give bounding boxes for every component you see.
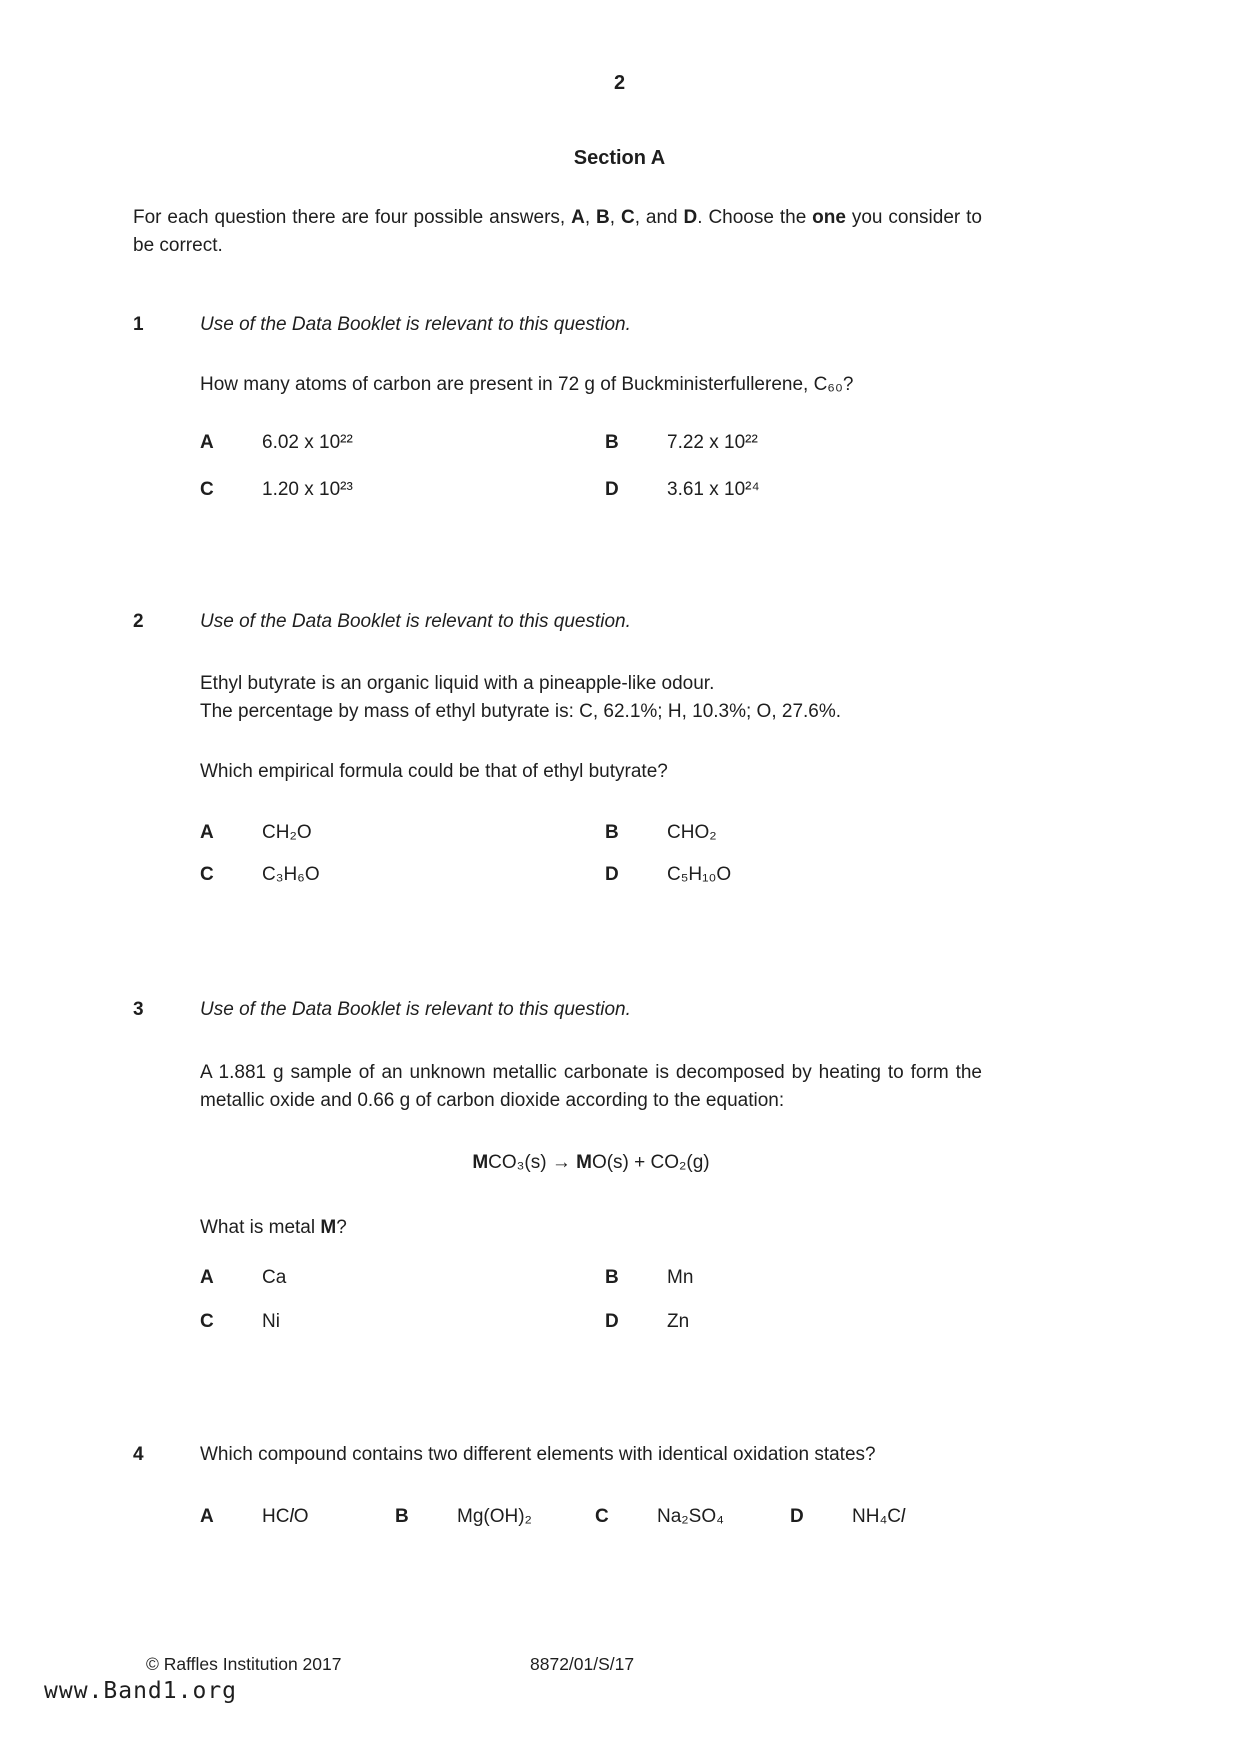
intro-segment-bold-d: D <box>683 207 698 228</box>
option-letter-b: B <box>395 1506 409 1527</box>
option-letter-c: C <box>200 1311 214 1332</box>
question-3 <box>133 997 982 1335</box>
option-letter-c: C <box>200 479 214 500</box>
intro-segment: , <box>609 207 621 228</box>
question-3-options-row-1 <box>200 1265 982 1291</box>
question-1-options-row-2 <box>200 477 982 503</box>
formula-part: O <box>293 1506 309 1527</box>
formula-chlorine-l: l <box>289 1506 294 1527</box>
option-value-a <box>262 1504 395 1530</box>
question-3-metal-symbol: M <box>320 1217 337 1238</box>
question-2 <box>133 609 982 888</box>
option-value-c: Ni <box>262 1311 280 1332</box>
question-3-equation <box>200 1150 982 1176</box>
option-value-d <box>852 1504 905 1530</box>
intro-segment-bold-b: B <box>596 207 610 228</box>
question-3-text-segment: What is metal <box>200 1217 321 1238</box>
section-title: Section A <box>573 147 666 169</box>
question-4-number: 4 <box>133 1444 144 1465</box>
question-1 <box>133 312 982 503</box>
equation-metal-symbol: M <box>576 1152 592 1173</box>
question-2-options-row-1 <box>200 820 982 846</box>
intro-segment-bold-a: A <box>571 207 585 228</box>
question-2-text: Which empirical formula could be that of ethyl butyrate? <box>200 761 668 782</box>
instructions-paragraph <box>133 204 982 260</box>
intro-segment: , <box>584 207 597 228</box>
option-letter-a: A <box>200 1267 214 1288</box>
option-value-a: Ca <box>262 1267 287 1288</box>
option-value-b: CHO₂ <box>667 822 717 843</box>
question-1-preamble: Use of the Data Booklet is relevant to this question. <box>200 314 631 335</box>
question-1-options-row-1 <box>200 430 982 456</box>
option-value-d: Zn <box>667 1311 690 1332</box>
question-2-number: 2 <box>133 611 144 632</box>
option-letter-a: A <box>200 432 214 453</box>
option-value-a: 6.02 x 10²² <box>262 432 353 453</box>
equation-part: CO₃(s) → <box>488 1152 577 1173</box>
equation-metal-symbol: M <box>472 1152 489 1173</box>
formula-part: NH₄C <box>852 1506 901 1527</box>
option-value-d: C₅H₁₀O <box>667 864 732 885</box>
question-4-options-row <box>200 1504 982 1530</box>
option-letter-c: C <box>595 1506 609 1527</box>
question-3-body: A 1.881 g sample of an unknown metallic carbonate is decomposed by heating to form the metallic oxide and 0.66 g of carbon dioxide according to the equation: <box>200 1062 982 1111</box>
question-3-number: 3 <box>133 999 144 1020</box>
equation-part: O(s) + CO₂(g) <box>591 1152 710 1173</box>
option-value-a: CH₂O <box>262 822 312 843</box>
option-letter-d: D <box>790 1506 804 1527</box>
option-value-d: 3.61 x 10²⁴ <box>667 479 760 500</box>
option-value-c: Na₂SO₄ <box>657 1506 724 1527</box>
intro-segment: you consider to be correct. <box>133 207 982 256</box>
copyright-text: © Raffles Institution 2017 <box>146 1654 342 1674</box>
paper-code: 8872/01/S/17 <box>530 1654 635 1674</box>
option-letter-d: D <box>605 479 619 500</box>
option-value-c: C₃H₆O <box>262 864 320 885</box>
option-value-b: Mg(OH)₂ <box>457 1506 532 1527</box>
question-3-text-segment: ? <box>336 1217 347 1238</box>
option-value-c: 1.20 x 10²³ <box>262 479 353 500</box>
intro-segment: , and <box>634 207 684 228</box>
option-letter-d: D <box>605 864 619 885</box>
option-letter-b: B <box>605 822 619 843</box>
question-3-options-row-2 <box>200 1309 982 1335</box>
question-4 <box>133 1442 982 1530</box>
option-value-b: 7.22 x 10²² <box>667 432 758 453</box>
formula-part: HC <box>262 1506 290 1527</box>
intro-segment-bold-one: one <box>812 207 846 228</box>
option-value-b: Mn <box>667 1267 694 1288</box>
page-number: 2 <box>613 72 626 94</box>
option-letter-d: D <box>605 1311 619 1332</box>
question-1-text: How many atoms of carbon are present in 72 g of Buckministerfullerene, C₆₀? <box>200 374 854 395</box>
intro-segment: For each question there are four possible answers, <box>133 207 572 228</box>
option-letter-b: B <box>605 432 619 453</box>
question-1-number: 1 <box>133 314 144 335</box>
question-4-text: Which compound contains two different elements with identical oxidation states? <box>200 1444 876 1465</box>
option-letter-a: A <box>200 822 214 843</box>
formula-chlorine-l: l <box>900 1506 906 1527</box>
question-2-line-2: The percentage by mass of ethyl butyrate is: C, 62.1%; H, 10.3%; O, 27.6%. <box>200 701 842 722</box>
question-2-preamble: Use of the Data Booklet is relevant to this question. <box>200 611 631 632</box>
watermark-url: www.Band1.org <box>44 1678 238 1704</box>
question-3-text <box>200 1215 982 1241</box>
option-letter-b: B <box>605 1267 619 1288</box>
option-letter-c: C <box>200 864 214 885</box>
question-2-options-row-2 <box>200 862 982 888</box>
question-2-line-1: Ethyl butyrate is an organic liquid with a pineapple-like odour. <box>200 673 715 694</box>
intro-segment: . Choose the <box>697 207 813 228</box>
intro-segment-bold-c: C <box>620 207 635 228</box>
question-3-preamble: Use of the Data Booklet is relevant to this question. <box>200 999 631 1020</box>
option-letter-a: A <box>200 1506 214 1527</box>
